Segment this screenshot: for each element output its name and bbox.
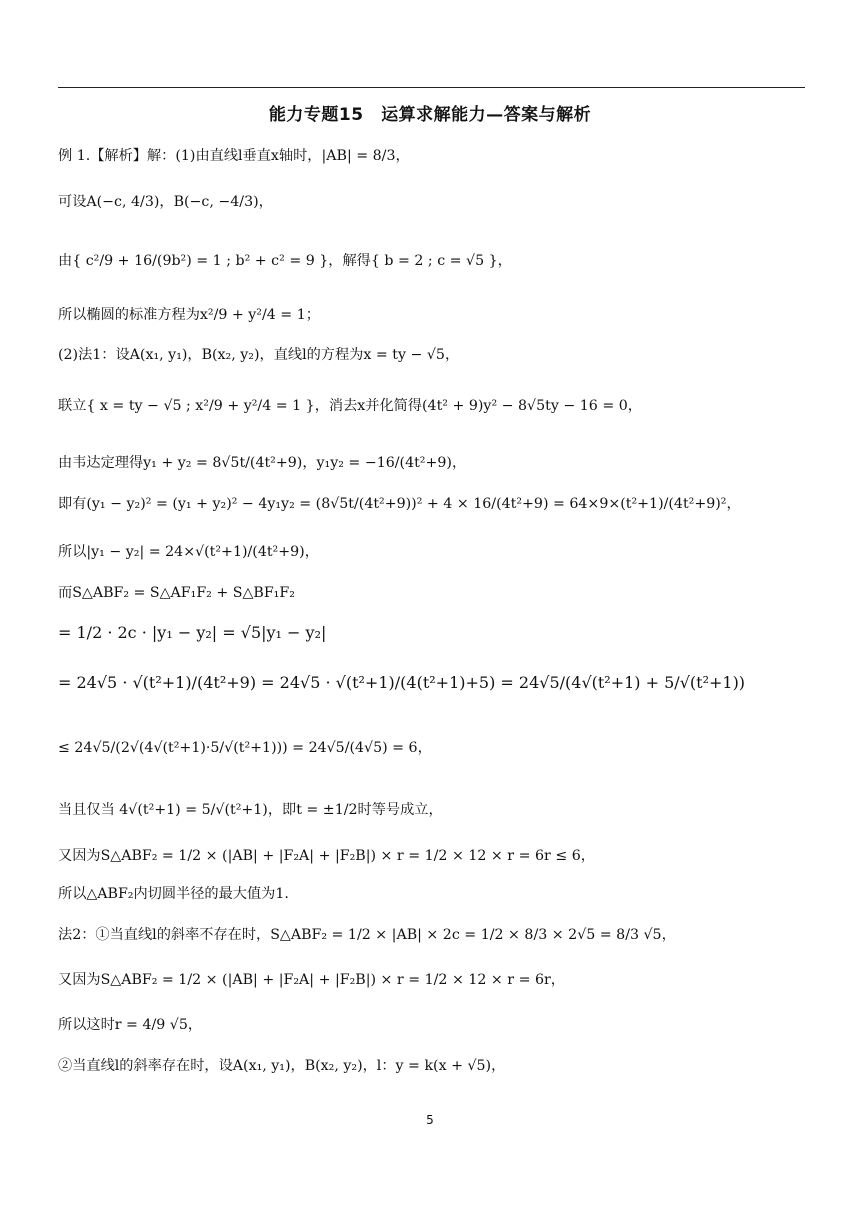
text-line: 又因为S△ABF₂ = 1/2 × (|AB| + |F₂A| + |F₂B|) × r = 1/2 × 12 × r = 6r， [58, 972, 565, 988]
text-line: 又因为S△ABF₂ = 1/2 × (|AB| + |F₂A| + |F₂B|) × r = 1/2 × 12 × r = 6r ≤ 6， [58, 848, 595, 864]
text-line: ②当直线l的斜率存在时，设A(x₁, y₁)，B(x₂, y₂)，l：y = k(x + √5)， [58, 1058, 506, 1074]
text-line: 所以|y₁ − y₂| = 24×√(t²+1)/(4t²+9)， [58, 544, 319, 560]
text-line: 所以△ABF₂内切圆半径的最大值为1. [58, 886, 289, 902]
text-line: 所以椭圆的标准方程为x²/9 + y²/4 = 1； [58, 307, 320, 323]
text-line: 即有(y₁ − y₂)² = (y₁ + y₂)² − 4y₁y₂ = (8√5t/(4t²+9))² + 4 × 16/(4t²+9) = 64×9×(t²+1)/(4t²+9)²， [58, 496, 741, 512]
text-line: = 1/2 · 2c · |y₁ − y₂| = √5|y₁ − y₂| [58, 623, 327, 642]
page-number: 5 [426, 1113, 434, 1127]
text-line: 可设A(−c, 4/3)，B(−c, −4/3)， [58, 194, 273, 210]
page-title: 能力专题15 运算求解能力—答案与解析 [268, 105, 592, 125]
text-line: 当且仅当 4√(t²+1) = 5/√(t²+1)，即t = ±1/2时等号成立， [58, 802, 443, 818]
text-line: (2)法1：设A(x₁, y₁)，B(x₂, y₂)，直线l的方程为x = ty − √5， [58, 347, 460, 363]
header-rule [58, 87, 805, 88]
text-line: 由{ c²/9 + 16/(9b²) = 1 ; b² + c² = 9 }，解得{ b = 2 ; c = √5 }， [58, 253, 512, 269]
text-line: 例 1.【解析】解：(1)由直线l垂直x轴时，|AB| = 8/3， [58, 148, 410, 164]
text-line: 联立{ x = ty − √5 ; x²/9 + y²/4 = 1 }，消去x并化简得(4t² + 9)y² − 8√5ty − 16 = 0， [58, 398, 642, 414]
text-line: 法2：①当直线l的斜率不存在时，S△ABF₂ = 1/2 × |AB| × 2c = 1/2 × 8/3 × 2√5 = 8/3 √5， [58, 927, 676, 943]
text-line: ≤ 24√5/(2√(4√(t²+1)·5/√(t²+1))) = 24√5/(4√5) = 6， [58, 740, 432, 756]
text-line: 由韦达定理得y₁ + y₂ = 8√5t/(4t²+9)，y₁y₂ = −16/(4t²+9)， [58, 455, 467, 471]
text-line: 而S△ABF₂ = S△AF₁F₂ + S△BF₁F₂ [58, 585, 295, 601]
text-line: 所以这时r = 4/9 √5， [58, 1017, 203, 1033]
text-line: = 24√5 · √(t²+1)/(4t²+9) = 24√5 · √(t²+1)/(4(t²+1)+5) = 24√5/(4√(t²+1) + 5/√(t²+1)) [58, 673, 746, 692]
